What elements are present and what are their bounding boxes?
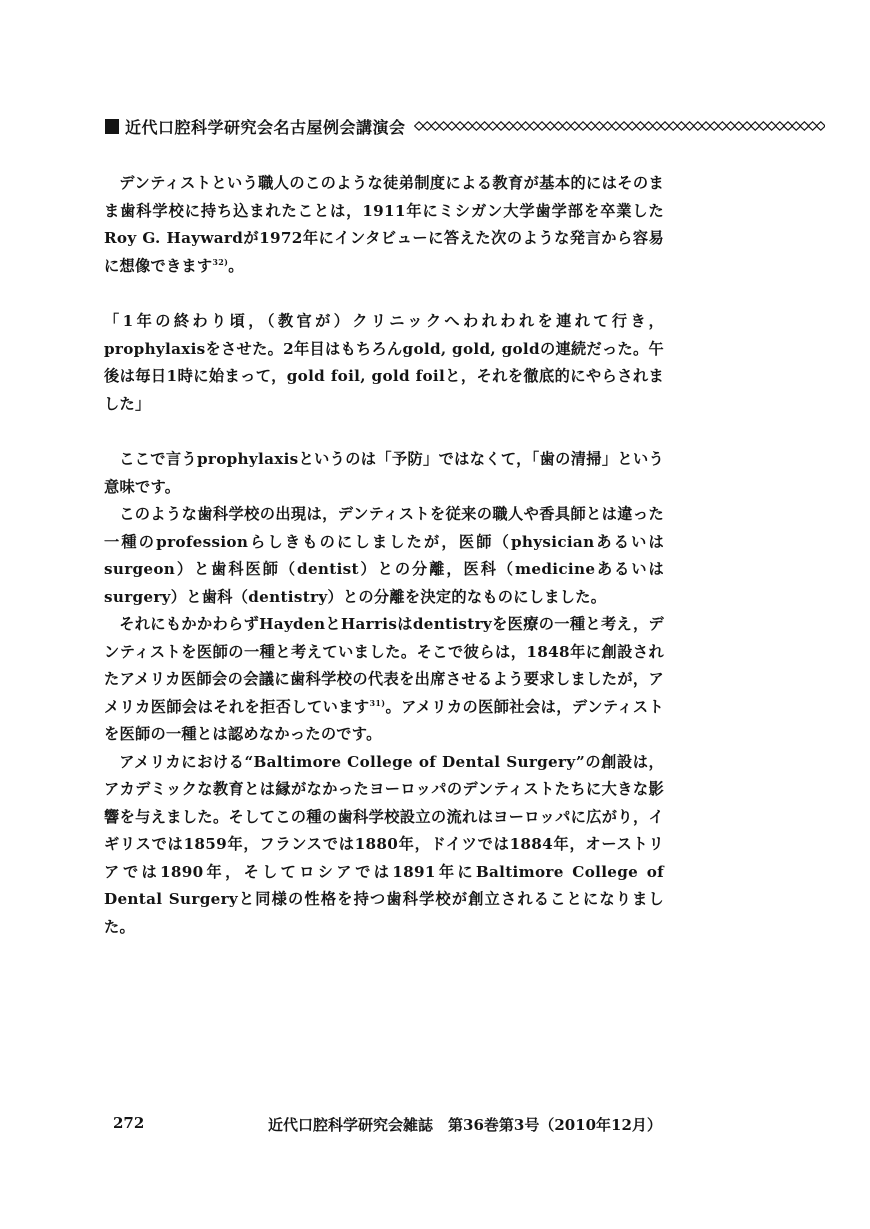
paragraph-1 <box>104 170 664 280</box>
interview-quote: 「1年の終わり頃，（教官が）クリニックへわれわれを連れて行き，prophylaxisをさせた。2年目はもちろんgold, gold, goldの連続だった。午後は毎日1時に始まって，gold foil, gold foilと，それを徹底的にやらされました」 <box>104 312 664 413</box>
paragraph-1-text: デンティストという職人のこのような徒弟制度による教育が基本的にはそのまま歯科学校に持ち込まれたことは，1911年にミシガン大学歯学部を卒業したRoy G. Haywardが1972年にインタビューに答えた次のような発言から容易に想像できます <box>104 174 664 275</box>
page-footer <box>0 1114 870 1138</box>
header-title: 近代口腔科学研究会名古屋例会講演会 <box>125 117 406 137</box>
section-header <box>105 115 825 137</box>
body-text <box>104 170 664 941</box>
paragraph-4 <box>104 611 664 749</box>
paragraph-4-end: 。アメリカの医師社会は，デンティストを医師の一種とは認めなかったのです。 <box>104 697 664 743</box>
paragraph-4-text: それにもかかわらずHaydenとHarrisはdentistryを医療の一種と考え，デンティストを医師の一種と考えていました。そこで彼らは，1848年に創設されたアメリカ医師会の会議に歯科学校の代表を出席させるよう要求しましたが，アメリカ医師会はそれを拒否しています <box>104 615 664 716</box>
reference-32: 32) <box>212 256 229 267</box>
paragraph-2: ここで言うprophylaxisというのは「予防」ではなくて，「歯の清掃」という意味です。 <box>104 450 664 496</box>
diamond-pattern-icon <box>414 115 825 137</box>
paragraph-5: アメリカにおける“Baltimore College of Dental Surgery”の創設は，アカデミックな教育とは縁がなかったヨーロッパのデンティストたちに大きな影響を与えました。そしてこの種の歯科学校設立の流れはヨーロッパに広がり，イギリスでは1859年，フランスでは1880年，ドイツでは1884年，オーストリアでは1890年，そしてロシアでは1891年にBaltimore College of Dental Surgeryと同様の性格を持つ歯科学校が創立されることになりました。 <box>104 752 664 936</box>
journal-citation: 近代口腔科学研究会雑誌 第36巻第3号（2010年12月） <box>268 1116 662 1134</box>
page-number: 272 <box>113 1114 145 1132</box>
black-square-icon <box>105 119 119 134</box>
paragraph-1-end: 。 <box>228 256 244 275</box>
paragraph-3: このような歯科学校の出現は，デンティストを従来の職人や香具師とは違った一種のprofessionらしきものにしましたが，医師（physicianあるいはsurgeon）と歯科医師（dentist）との分離，医科（medicineあるいはsurgery）と歯科（dentistry）との分離を決定的なものにしました。 <box>104 505 664 606</box>
reference-31: 31) <box>369 697 386 708</box>
